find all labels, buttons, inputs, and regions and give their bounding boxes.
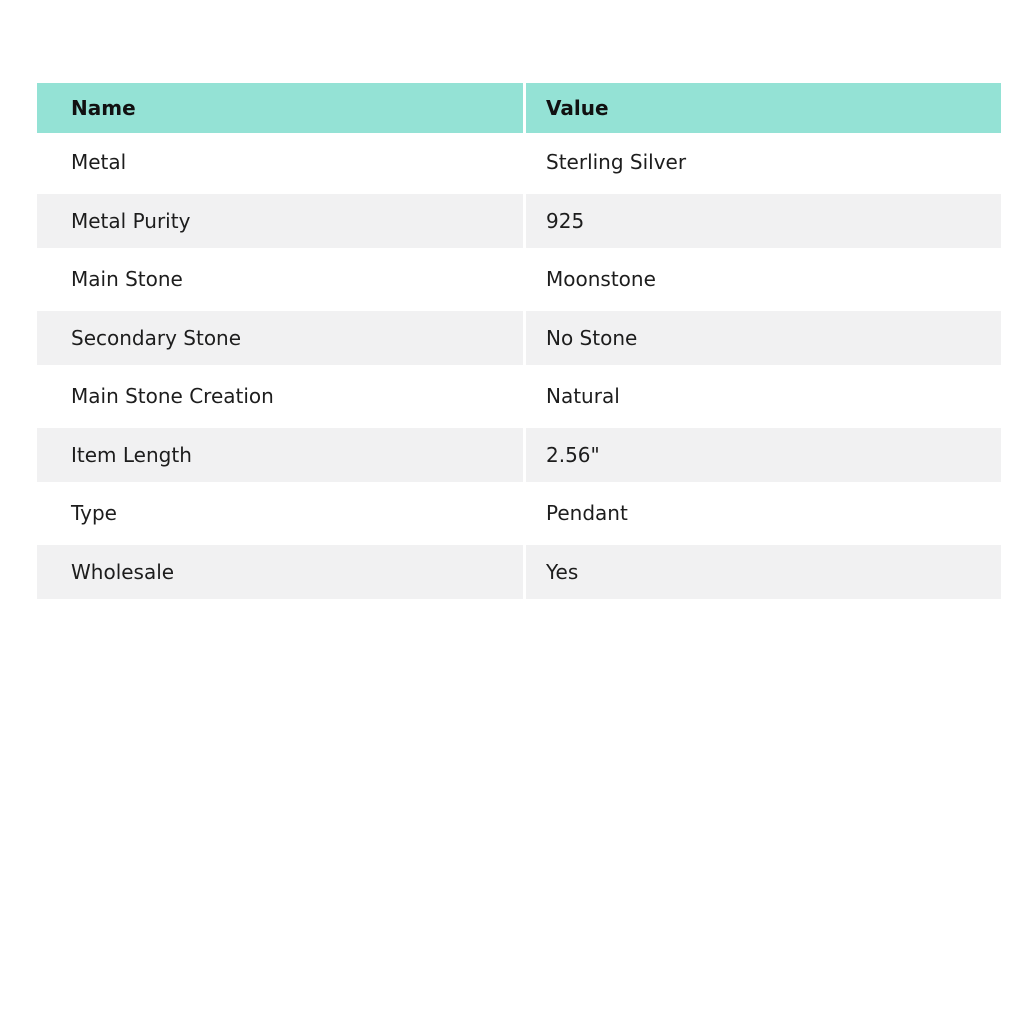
row-value-cell: No Stone bbox=[523, 309, 1001, 368]
table-row bbox=[37, 543, 1001, 602]
table-header-row bbox=[37, 83, 1001, 133]
table-row bbox=[37, 192, 1001, 251]
row-name-cell: Type bbox=[71, 501, 117, 526]
product-spec-table bbox=[37, 83, 1001, 601]
row-value-cell: Pendant bbox=[523, 484, 1001, 543]
row-name-cell: Main Stone bbox=[71, 267, 183, 292]
table-row bbox=[37, 426, 1001, 485]
row-name-cell: Item Length bbox=[37, 426, 523, 485]
table-row bbox=[37, 484, 1001, 543]
column-header-name: Name bbox=[71, 96, 136, 120]
row-value-cell: Moonstone bbox=[523, 250, 1001, 309]
table-row bbox=[37, 367, 1001, 426]
table-row bbox=[37, 309, 1001, 368]
row-name-cell: Main Stone Creation bbox=[71, 384, 274, 409]
row-value-cell: 2.56" bbox=[523, 426, 1001, 485]
table-row bbox=[37, 133, 1001, 192]
row-value-cell: Sterling Silver bbox=[523, 133, 1001, 192]
row-value-cell: 925 bbox=[523, 192, 1001, 251]
row-value-cell: Yes bbox=[523, 543, 1001, 602]
column-header-value: Value bbox=[523, 83, 1001, 133]
row-name-cell: Secondary Stone bbox=[37, 309, 523, 368]
row-value-cell: Natural bbox=[523, 367, 1001, 426]
table-row bbox=[37, 250, 1001, 309]
row-name-cell: Metal bbox=[71, 150, 127, 175]
row-name-cell: Wholesale bbox=[37, 543, 523, 602]
row-name-cell: Metal Purity bbox=[37, 192, 523, 251]
